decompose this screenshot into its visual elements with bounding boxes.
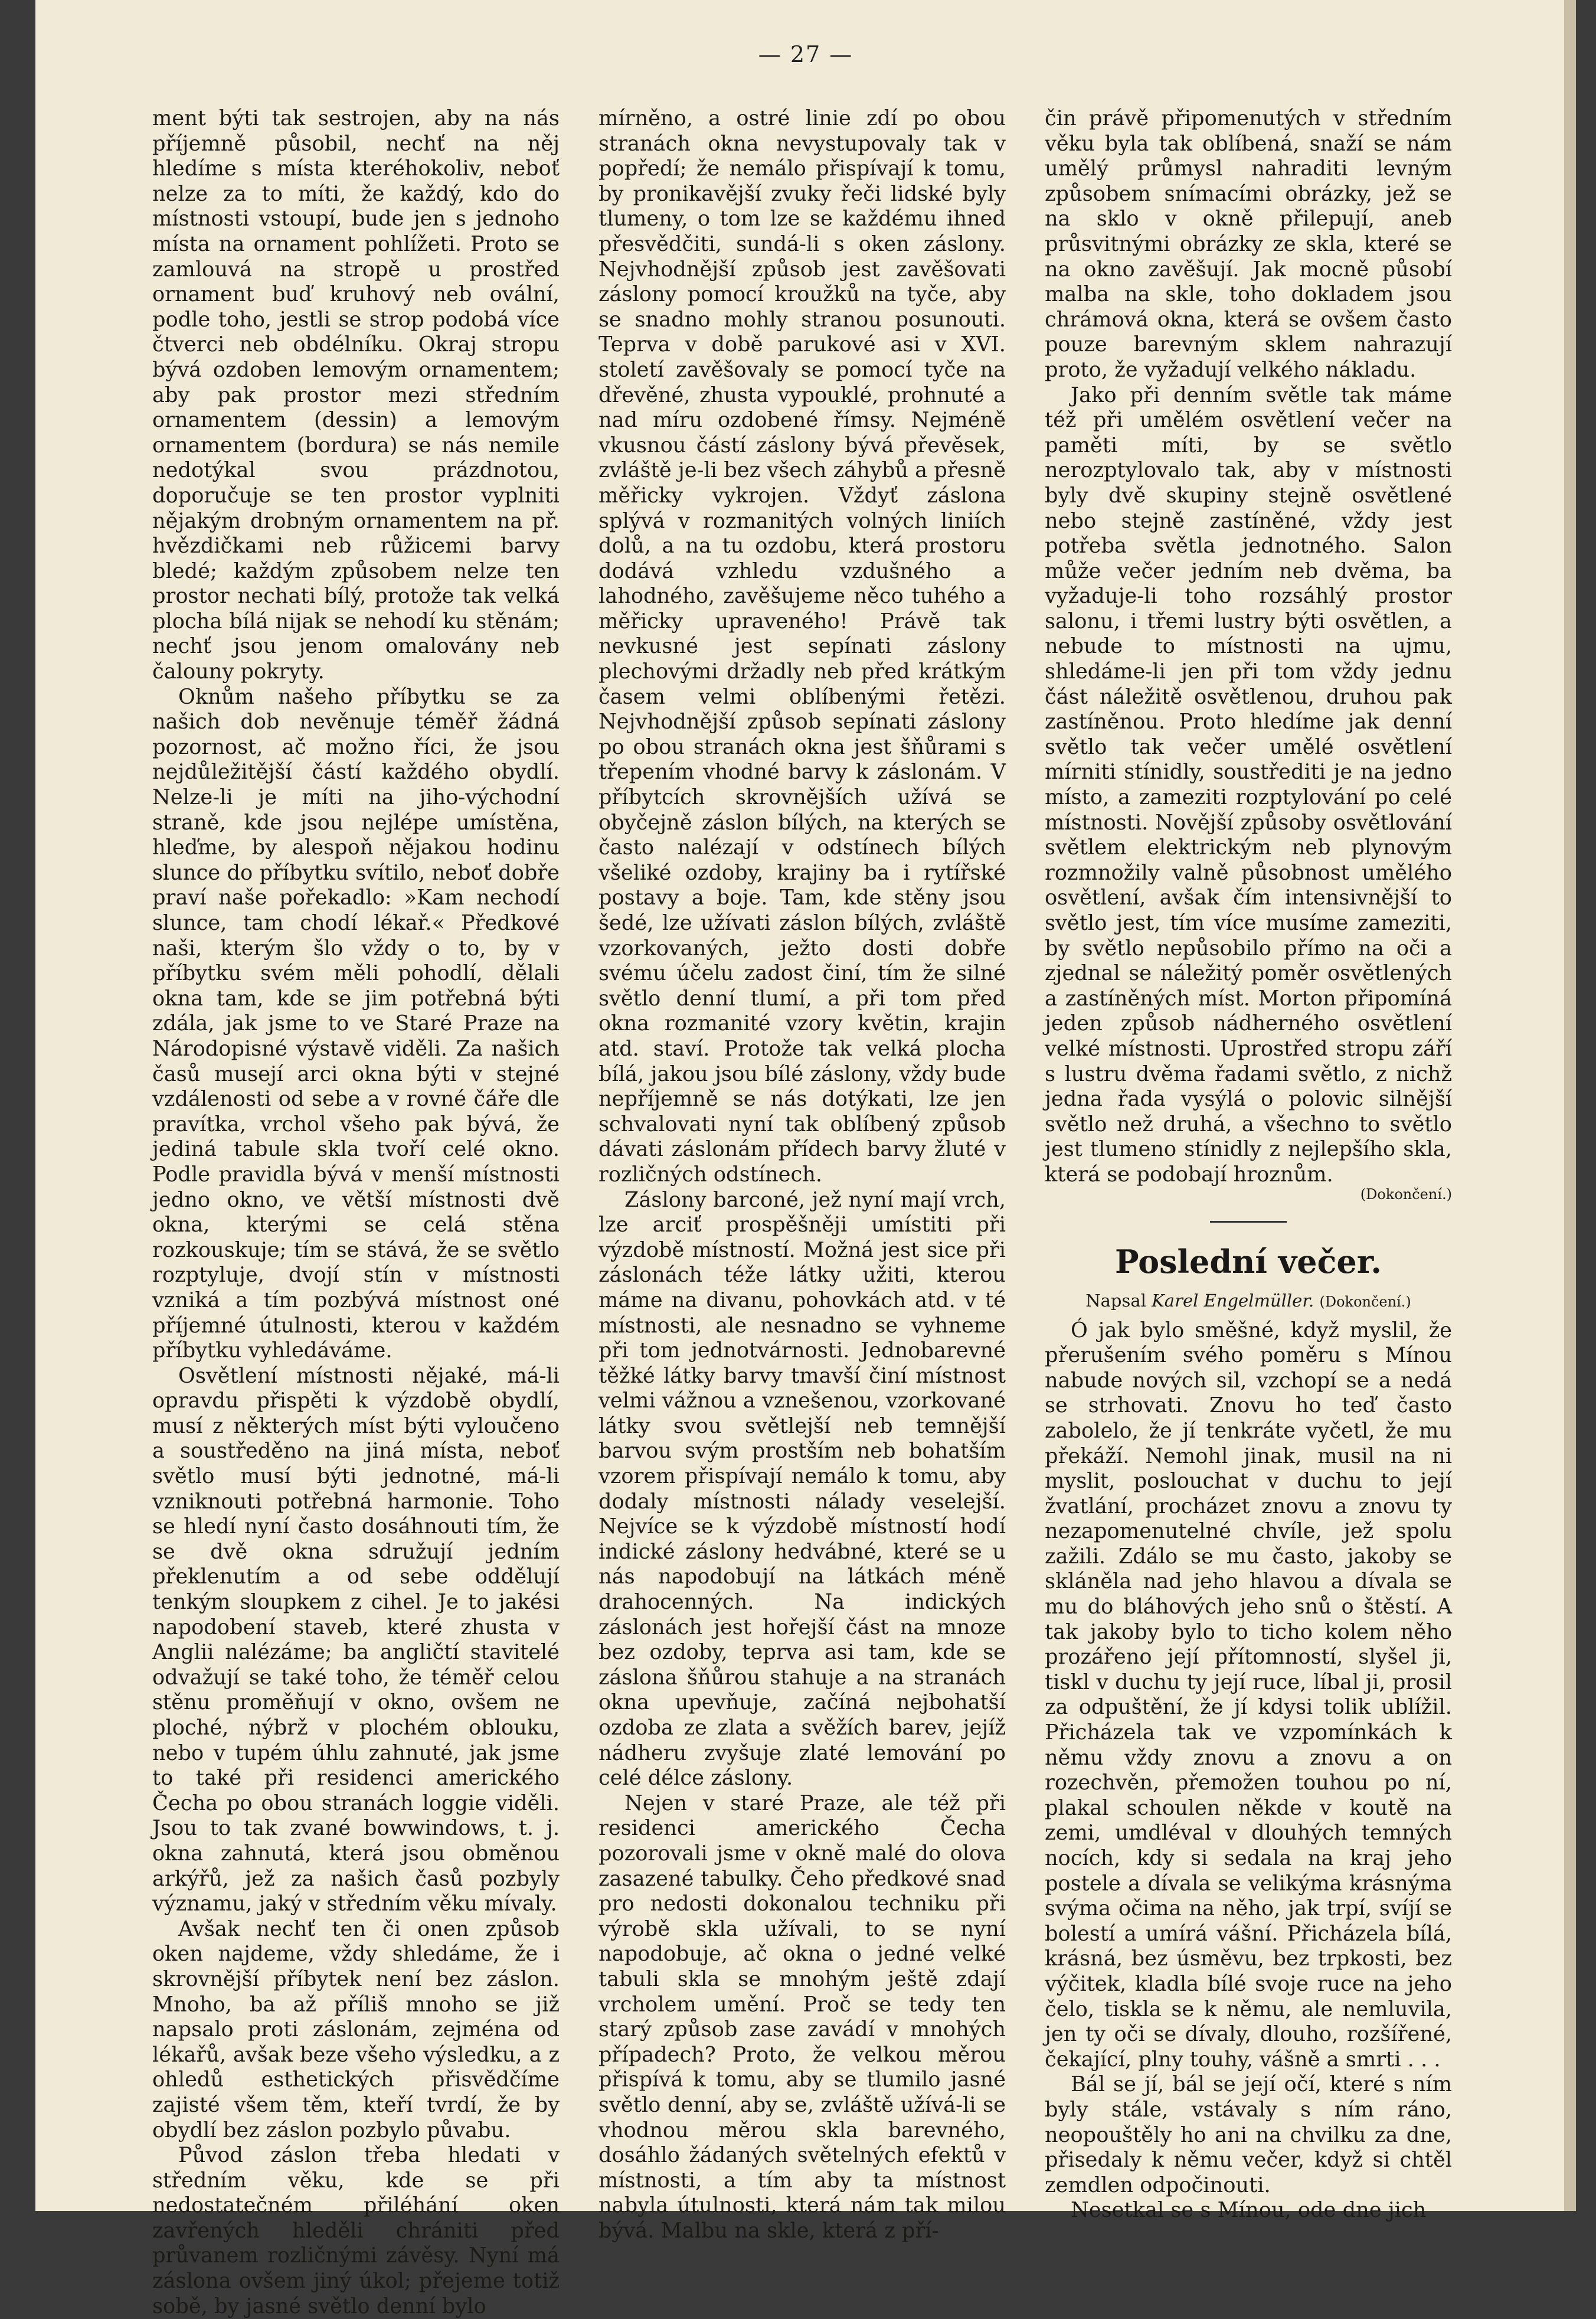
paragraph: Oknům našeho příbytku se za našich dob nevěnuje téměř žádná pozornost, ač možno říci, že jsou nejdůležitější částí každého obydlí. Nelze-li je míti na jiho-východní straně, kde jsou nejlépe umístěna, hleďme, by alespoň nějakou hodinu slunce do příbytku svítilo, neboť dobře praví naše pořekadlo: »Kam nechodí slunce, tam chodí lékař.« Předkové naši, kterým šlo vždy o to, by v příbytku svém měli pohodlí, dělali okna tam, kde se jim potřebná býti zdála, jak jsme to ve Staré Praze na Národopisné výstavě viděli. Za našich časů musejí arci okna býti v stejné vzdálenosti od sebe a v rovné čáře dle pravítka, vrchol všeho pak bývá, že jediná tabule skla tvoří celé okno. Podle pravidla bývá v menší místnosti jedno okno, ve větší místnosti dvě okna, kterými se celá stěna rozkouskuje; tím se stává, že se světlo rozptyluje, dvojí stín v místnosti vzniká a tím pozbývá místnost oné příjemné útulnosti, kterou v každém příbytku vyhledáváme. [152, 684, 560, 1363]
right-column [1045, 106, 1452, 2223]
paragraph: Původ záslon třeba hledati v středním věku, kde se při nedostatečném přiléhání oken zavřených hleděli chrániti před průvanem rozličnými závěsy. Nyní má záslona ovšem jiný úkol; přejeme totiž sobě, by jasné světlo denní bylo [152, 2143, 560, 2318]
page-edge [1564, 0, 1576, 2211]
continuation-note: (Dokončení.) [1319, 1293, 1411, 1310]
middle-column [598, 106, 1006, 2243]
story-paragraph: Bál se jí, bál se její očí, které s ním byly stále, vstávaly s ním ráno, neopouštěly ho ani na chvilku za dne, přisedaly k němu večer, když si chtěl zemdlen odpočinouti. [1045, 2072, 1452, 2197]
story-byline [1045, 1289, 1452, 1314]
story-paragraph: Ó jak bylo směšné, když myslil, že přerušením svého poměru s Mínou nabude nových sil, vzchopí se a nedá se strhovati. Znovu ho teď často zabolelo, že jí tenkráte vyčetl, že mu překáží. Nemohl jinak, musil na ni myslit, poslouchat v duchu to její žvatlání, procházet znovu a znovu ty nezapomenutelné chvíle, jež spolu zažili. Zdálo se mu často, jakoby se skláněla nad jeho hlavou a dívala se mu do bláhových jeho snů o štěstí. A tak jakoby bylo to ticho kolem něho prozářeno její přítomností, slyšel ji, tiskl v duchu ty její ruce, líbal ji, prosil za odpuštění, že jí kdysi tolik ublížil. Přicházela tak ve vzpomínkách k němu vždy znovu a znovu a on rozechvěn, přemožen touhou po ní, plakal schoulen někde v koutě na zemi, umdléval v dlouhých temných nocích, kdy si sedala na kraj jeho postele a dívala se velikýma krásnýma svýma očima na něho, jak trpí, svíjí se bolestí a umírá vášní. Přicházela bílá, krásná, bez úsměvu, bez trpkosti, bez výčitek, kladla bílé svoje ruce na jeho čelo, tiskla se k němu, ale nemluvila, jen ty oči se dívaly, dlouho, rozšířené, čekající, plny touhy, vášně a smrti . . . [1045, 1318, 1452, 2072]
paragraph: ment býti tak sestrojen, aby na nás příjemně působil, nechť na něj hledíme s místa kteréhokoliv, neboť nelze za to míti, že každý, kdo do místnosti vstoupí, bude jen s jednoho místa na ornament pohlížeti. Proto se zamlouvá na stropě u prostřed ornament buď kruhový neb ovální, podle toho, jestli se strop podobá více čtverci neb obdélníku. Okraj stropu bývá ozdoben lemovým ornamentem; aby pak prostor mezi středním ornamentem (dessin) a lemovým ornamentem (bordura) se nás nemile nedotýkal svou prázdnotou, doporučuje se ten prostor vyplniti nějakým drobným ornamentem na př. hvězdičkami neb růžicemi barvy bledé; každým způsobem nelze ten prostor nechati bílý, protože tak velká plocha bílá nijak se nehodí ku stěnám; nechť jsou jenom omalovány neb čalouny pokryty. [152, 106, 560, 684]
paragraph: Nejen v staré Praze, ale též při residenci amerického Čecha pozorovali jsme v okně malé do olova zasazené tabulky. Čeho předkové snad pro nedosti dokonalou techniku při výrobě skla užívali, to se nyní napodobuje, ač okna o jedné velké tabuli skla se mnohým ještě zdají vrcholem umění. Proč se tedy ten starý způsob zase zavádí v mnohých případech? Proto, že velkou měrou přispívá k tomu, aby se tlumilo jasné světlo denní, aby se, zvláště užívá-li se vhodnou měrou skla barevného, dosáhlo žádaných světelných efektů v místnosti, a tím aby ta místnost nabyla útulnosti, která nám tak milou bývá. Malbu na skle, která z pří- [598, 1791, 1006, 2243]
paragraph: Záslony barconé, jež nyní mají vrch, lze arciť prospěšněji umístiti při výzdobě místností. Možná jest sice při záslonách téže látky užiti, kterou máme na divanu, pohovkách atd. v té místnosti, ale nesnadno se vyhneme při tom jednotvárnosti. Jednobarevné těžké látky barvy tmavší činí místnost velmi vážnou a vznešenou, vzorkované látky svou světlejší neb temnější barvou svým prostším neb bohatším vzorem přispívají nemálo k tomu, aby dodaly místnosti nálady veselejší. Nejvíce se k výzdobě místností hodí indické záslony hedvábné, které se u nás napodobují na látkách méně drahocenných. Na indických záslonách jest hořejší část na mnoze bez ozdoby, teprva asi tam, kde se záslona šňůrou stahuje a na stranách okna upevňuje, začíná nejbohatší ozdoba ze zlata a svěžích barev, jejíž nádheru zvyšuje zlaté lemování po celé délce záslony. [598, 1187, 1006, 1791]
story-paragraph: Nesetkal se s Mínou, ode dne jich [1071, 2198, 1427, 2223]
left-column [152, 106, 560, 2319]
magazine-page [35, 0, 1576, 2318]
page-number: — 27 — [758, 41, 853, 67]
paragraph: mírněno, a ostré linie zdí po obou stranách okna nevystupovaly tak v popředí; že nemálo přispívají k tomu, by pronikavější zvuky řeči lidské byly tlumeny, o tom lze se každému ihned přesvědčiti, sundá-li s oken záslony. Nejvhodnější způsob jest zavěšovati záslony pomocí kroužků na tyče, aby se snadno mohly stranou posunouti. Teprva v době parukové asi v XVI. století zavěšovaly se pomocí tyče na dřevěné, zhusta vypouklé, prohnuté a nad míru ozdobené římsy. Nejméně vkusnou částí záslony bývá převěsek, zvláště je-li bez všech záhybů a přesně měřicky vykrojen. Vždyť záslona splývá v rozmanitých volných liniích dolů, a na tu ozdobu, která prostoru dodává vzhledu vzdušného a lahodného, zavěšujeme něco tuhého a měřicky upraveného! Právě tak nevkusné jest sepínati záslony plechovými držadly neb před krátkým časem velmi oblíbenými řetězi. Nejvhodnější způsob sepínati záslony po obou stranách okna jest šňůrami s třepením vhodné barvy k záslonám. V příbytcích skrovnějších užívá se obyčejně záslon bílých, na kterých se často nalézají v odstínech bílých všeliké ozdoby, krajiny ba i rytířské postavy a boje. Tam, kde stěny jsou šedé, lze užívati záslon bílých, zvláště vzorkovaných, ježto dosti dobře svému účelu zadost činí, tím že silné světlo denní tlumí, a při tom před okna rozmanité vzory květin, krajin atd. staví. Protože tak velká plocha bílá, jakou jsou bílé záslony, vždy bude nepříjemně se nás dotýkati, lze jen schvalovati nyní tak oblíbený způsob dávati záslonám přídech barvy žluté v rozličných odstínech. [598, 106, 1006, 1187]
paragraph: čin právě připomenutých v středním věku byla tak oblíbená, snaží se nám umělý průmysl nahraditi levným způsobem snímacími obrázky, jež se na sklo v okně přilepují, aneb průsvitnými obrázky ze skla, které se na okno zavěšují. Jak mocně působí malba na skle, toho dokladem jsou chrámová okna, která se ovšem často pouze barevným sklem nahrazují proto, že vyžadují velkého nákladu. [1045, 106, 1452, 382]
byline-prefix: Napsal [1085, 1290, 1146, 1311]
paragraph [1045, 383, 1452, 1188]
author-name: Karel Engelmüller. [1152, 1290, 1314, 1311]
paragraph: Osvětlení místnosti nějaké, má-li opravdu přispěti k výzdobě obydlí, musí z některých míst býti vyloučeno a soustředěno na jiná místa, neboť světlo musí býti jednotné, má-li vzniknouti potřebná harmonie. Toho se hledí nyní často dosáhnouti tím, že se dvě okna sdružují jedním překlenutím a od sebe oddělují tenkým sloupkem z cihel. Je to jakési napodobení staveb, které zhusta v Anglii nalézáme; ba angličtí stavitelé odvažují se také toho, že téměř celou stěnu proměňují v okno, ovšem ne ploché, nýbrž v plochém oblouku, nebo v tupém úhlu zahnuté, jak jsme to také při residenci amerického Čecha po obou stranách loggie viděli. Jsou to tak zvané bowwindows, t. j. okna zahnutá, která jsou obměnou arkýřů, jež za našich časů pozbyly významu, jaký v středním věku mívaly. [152, 1363, 560, 1916]
story-title: Poslední večer. [1114, 1242, 1382, 1281]
to-be-continued-note: (Dokončení.) [1360, 1185, 1452, 1203]
section-divider [1210, 1221, 1287, 1223]
paragraph-text: Jako při denním světle tak máme též při umělém osvětlení večer na paměti míti, by se světlo nerozptylovalo tak, aby v místnosti byly dvě skupiny stejně osvětlené nebo stejně zastíněné, vždy jest potřeba světla jednotného. Salon může večer jedním neb dvěma, ba vyžaduje-li toho rozsáhlý prostor salonu, i třemi lustry býti osvětlen, a nebude to místnosti na ujmu, shledáme-li jen při tom vždy jednu část náležitě osvětlenou, druhou pak zastíněnou. Proto hledíme jak denní světlo tak večer umělé osvětlení mírniti stínidly, soustřediti je na jedno místo, a zameziti rozptylování po celé místnosti. Novější způsoby osvětlování světlem elektrickým neb plynovým rozmnožily valně působnost umělého osvětlení, avšak čím intensivnější to světlo jest, tím více musíme zameziti, by světlo nepůsobilo přímo na oči a zjednal se náležitý poměr osvětlených a zastíněných míst. Morton připomíná jeden způsob nádherného osvětlení velké místnosti. Uprostřed stropu září s lustru dvěma řadami světlo, z nichž jedna řada vysýlá o polovic silnější světlo než druhá, a všechno to světlo jest tlumeno stínidly z nejlepšího skla, která se podobají hroznům. [1045, 383, 1452, 1187]
paragraph: Avšak nechť ten či onen způsob oken najdeme, vždy shledáme, že i skrovnější příbytek není bez záslon. Mnoho, ba až příliš mnoho se již napsalo proti záslonám, zejména od lékařů, avšak beze všeho výsledku, a z ohledů esthetických přisvědčíme zajisté všem těm, kteří tvrdí, že by obydlí bez záslon pozbylo půvabu. [152, 1916, 560, 2142]
